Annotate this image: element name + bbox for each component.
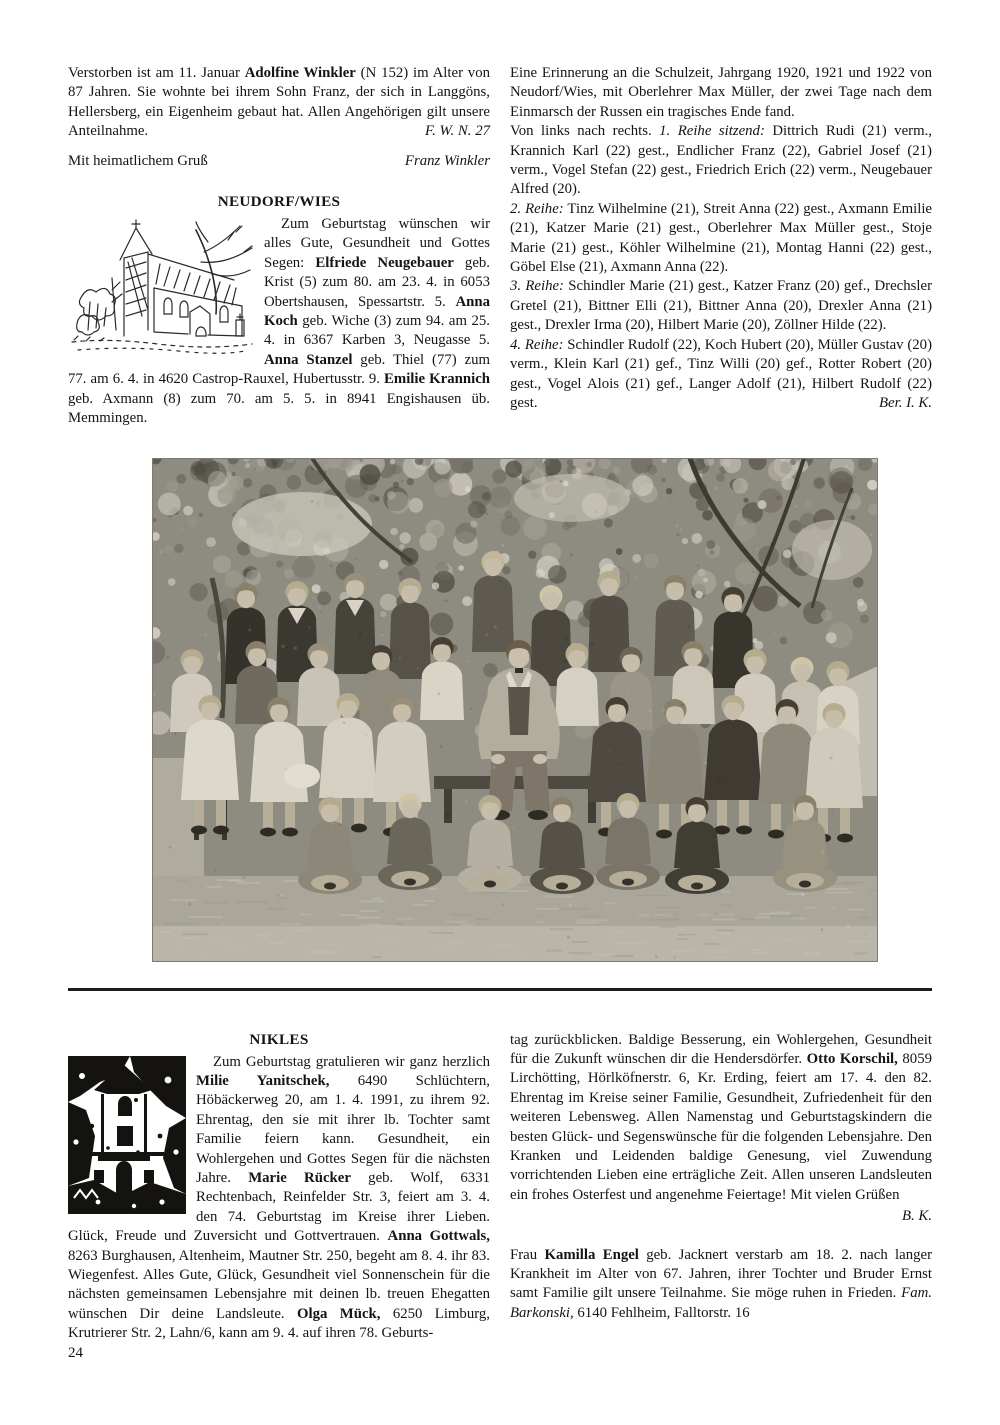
photo-caption-row1: Von links nach rechts. 1. Reihe sitzend: Dittrich Rudi (21) verm., Krannich Karl (22) gest., Endlicher Franz (22), Gabriel Josef (21) verm., Vogel Stefan (22) gest., Friedrich Erich (22) verm., Neugebauer Alfred (20). xyxy=(510,123,932,198)
photo-caption-row2: 2. Reihe: Tinz Wilhelmine (21), Streit Anna (22) gest., Axmann Emilie (21), Katzer Marie (21) gest., Oberlehrer Max Müller gest., Stoje Marie (21) gest., Köhler Wilhelmine (21), Montag Hanni (22) gest., Göbel Else (21), Axmann Anna (22). xyxy=(510,200,932,276)
obituary-engel-paragraph: Frau Kamilla Engel geb. Jacknert verstarb am 18. 2. nach langer Krankheit im Alter von 67. Jahren, ihrer Tochter und Bruder Ernst samt Familie gilt unsere Teilnahme. Sie möge ruhen in Frieden. Fam. Barkonski, 6140 Fehlheim, Falltorstr. 16 xyxy=(510,1246,933,1321)
nikles-section xyxy=(68,1053,490,1344)
bottom-columns xyxy=(68,1031,932,1344)
church-sketch-illustration xyxy=(68,218,256,366)
section-divider-rule xyxy=(68,988,932,991)
greeting-text: Mit heimatlichem Gruß xyxy=(68,152,208,169)
photo-caption-intro: Eine Erinnerung an die Schulzeit, Jahrgang 1920, 1921 und 1922 von Neudorf/Wies, mit Oberlehrer Max Müller, der zwei Tage nach dem Einmarsch der Russen ein tragisches Ende fand. xyxy=(510,65,932,120)
left-column-top xyxy=(68,64,490,458)
neudorf-section xyxy=(68,215,490,428)
class-photo xyxy=(152,458,878,962)
wishes-paragraph: tag zurückblicken. Baldige Besserung, ein Wohlergehen, Gesundheit für die Zukunft wünschen dir die Hendersdörfer. Otto Korschil, 8059 Lirchötting, Hörlköfnerstr. 6, Kr. Erding, feiert am 17. 4. den 82. Ehrentag im Kreise seiner Familie, Gesundheit, Zufriedenheit für den weiteren Lebensweg. Allen Namenstag und Geburtstagskindern die besten Glück- und Segenswünsche für die folgenden Lebensjahre. Den Kranken und Leidenden baldige Genesung, viel Zuwendung vorrichtenden Lieben eine erträgliche Zeit. Allen unseren Landsleuten ein frohes Osterfest und angenehme Feiertage! Mit vielen Grüßen xyxy=(510,1031,932,1203)
right-column-bottom xyxy=(510,1031,932,1344)
section-heading-neudorf-wies: NEUDORF/WIES xyxy=(217,193,341,211)
photo-caption-row4: 4. Reihe: Schindler Rudolf (22), Koch Hubert (20), Müller Gustav (20) verm., Klein Karl (21) gef., Tinz Willi (20) gef., Rotter Robert (20) gest., Vogel Alois (21) gef., Langer Adolf (21), Hilbert Rudolf (22) gest. Ber. I. K. xyxy=(510,336,932,411)
class-photo-image xyxy=(152,458,878,962)
top-columns xyxy=(68,64,932,458)
page-number: 24 xyxy=(68,1345,83,1361)
church-woodcut-illustration xyxy=(68,1056,186,1214)
neudorf-birthday-paragraph: Zum Geburtstag wünschen wir alles Gute, Gesundheit und Gottes Segen: Elfriede Neugebauer geb. Krist (5) zum 80. am 23. 4. in 6053 Obertshausen, Spessartstr. 5. Anna Koch geb. Wiche (3) zum 94. am 25. 4. in 6367 Karben 3, Neugasse 5. Anna Stanzel geb. Thiel (77) zum 77. am 6. 4. in 4620 Castrop-Rauxel, Hubertusstr. 9. Emilie Krannich geb. Axmann (8) zum 70. am 5. 5. in 8941 Engishausen üb. Memmingen. xyxy=(68,216,490,427)
photo-caption-row3: 3. Reihe: Schindler Marie (21) gest., Katzer Franz (20) gef., Drechsler Gretel (21), Bittner Elli (21), Bittner Anna (20), Drexler Anna (21) gest., Drexler Irma (20), Hilbert Marie (20), Zöllner Hilde (22). xyxy=(510,278,932,334)
section-heading-nikles: NIKLES xyxy=(249,1030,309,1048)
wishes-signature: B. K. xyxy=(901,1208,932,1225)
greeting-line xyxy=(68,152,490,171)
left-column-bottom xyxy=(68,1031,490,1344)
right-column-top xyxy=(510,64,932,458)
obituary-winkler-paragraph: Verstorben ist am 11. Januar Adolfine Winkler (N 152) im Alter von 87 Jahren. Sie wohnte bei ihrem Sohn Franz, der sich in Langgöns, Hellersberg, ein Eigenheim gebaut hat. Allen Angehörigen gilt unsere Anteilnahme. F. W. N. 27 xyxy=(68,65,490,140)
nikles-birthday-paragraph: Zum Geburtstag gratulieren wir ganz herzlich Milie Yanitschek, 6490 Schlüchtern, Höbäckerweg 20, am 1. 4. 1991, zu ihrem 92. Ehrentag, den sie mit ihrer lb. Tochter samt Familie feiern kann. Gesundheit, ein Wohlergehen und Gottes Segen für die nächsten Jahre. Marie Rücker geb. Wolf, 6331 Rechtenbach, Reinfelder Str. 3, feiert am 3. 4. den 74. Geburtstag im Kreise ihrer Lieben. Glück, Freude und Zuversicht und Gottvertrauen. Anna Gottwals, 8263 Burghausen, Altenheim, Mautner Str. 250, begeht am 8. 4. ihr 83. Wiegenfest. Alles Gute, Glück, Gesundheit viel Sonnenschein für die nächsten gemeinsamen Lebensjahre mit deinen lb. treuen Ehegatten wünschen Dir deine Landsleute. Olga Mück, 6250 Limburg, Krutrierer Str. 2, Lahn/6, kann am 9. 4. auf ihren 78. Geburts- xyxy=(68,1053,491,1342)
greeting-signature: Franz Winkler xyxy=(404,152,490,169)
